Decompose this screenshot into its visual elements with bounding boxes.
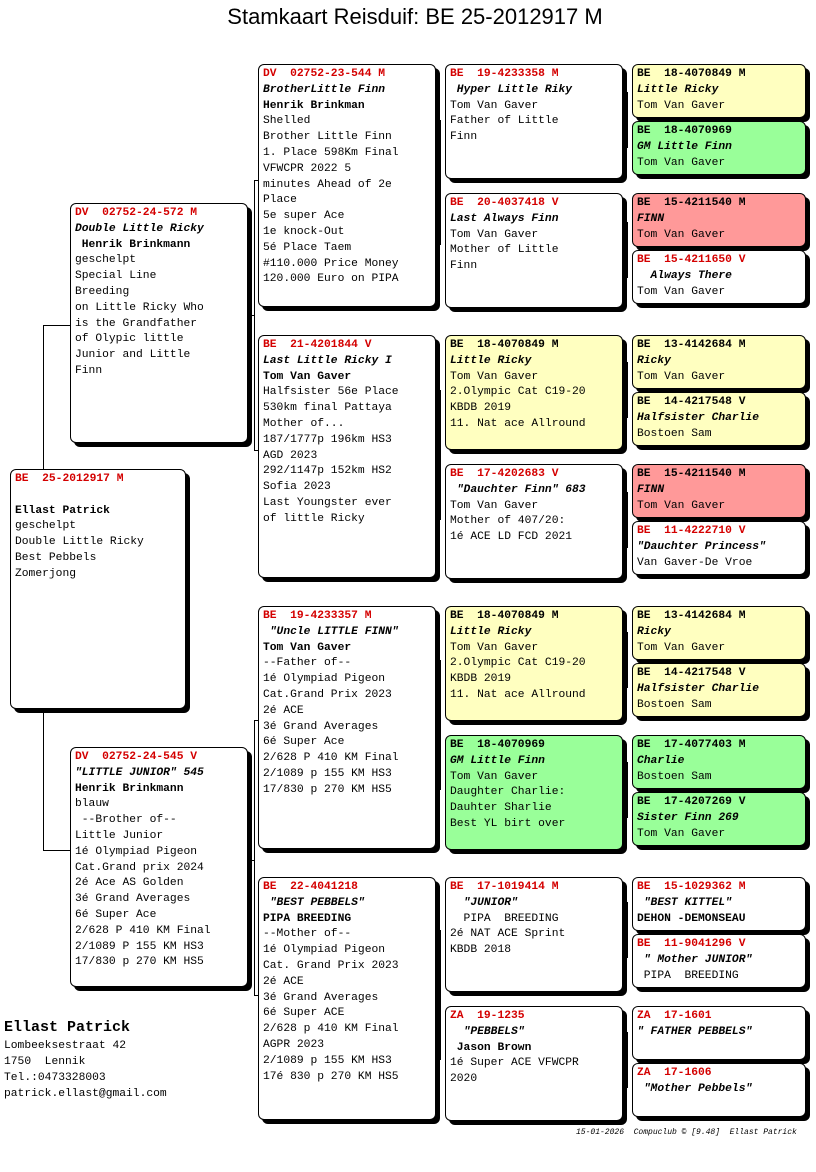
connector-line <box>627 1032 628 1088</box>
pigeon-card-g9[interactable] <box>632 606 806 660</box>
card-note: 2/1089 p 155 KM HS3 <box>263 1054 392 1067</box>
connector-line <box>627 492 628 548</box>
pigeon-card-g12[interactable] <box>632 792 806 846</box>
pigeon-card-g6[interactable] <box>632 392 806 446</box>
pigeon-card-sss[interactable] <box>445 64 623 179</box>
card-note: 1é Super ACE VFWCPR <box>450 1057 579 1070</box>
card-note: geschelpt <box>75 254 137 267</box>
connector-line <box>43 850 71 851</box>
owner-name: Tom Van Gaver <box>637 499 726 512</box>
card-note: Cat. Grand Prix 2023 <box>263 959 399 972</box>
card-note: Mother of... <box>263 417 345 430</box>
card-note: Mother of Little <box>450 244 559 257</box>
card-note: Little Junior <box>75 829 164 842</box>
owner-name: PIPA BREEDING <box>637 969 739 982</box>
card-note: minutes Ahead of 2e <box>263 178 392 191</box>
pigeon-card-g3[interactable] <box>632 193 806 247</box>
card-note <box>15 488 181 504</box>
pigeon-card-g16[interactable] <box>632 1063 806 1117</box>
ring-number: BE 21-4201844 V <box>263 339 372 351</box>
ring-number: BE 11-4222710 V <box>637 525 746 537</box>
pigeon-card-g13[interactable] <box>632 877 806 931</box>
card-note: Place <box>263 194 297 207</box>
owner-name: Tom Van Gaver <box>637 228 726 241</box>
owner-address: Lombeeksestraat 42 <box>4 1040 127 1052</box>
pigeon-card-sire[interactable] <box>70 203 248 443</box>
pigeon-card-g10[interactable] <box>632 663 806 717</box>
card-note: Last Youngster ever <box>263 496 392 509</box>
owner-name: Jason Brown <box>450 1041 532 1054</box>
ring-number: ZA 17-1606 <box>637 1067 712 1079</box>
card-note: Double Little Ricky <box>15 536 144 549</box>
owner-name: PIPA BREEDING <box>263 912 352 925</box>
connector-line <box>440 120 441 245</box>
card-note: 1e knock-Out <box>263 225 345 238</box>
pigeon-card-ds[interactable] <box>258 606 436 849</box>
pigeon-name: Charlie <box>637 754 685 767</box>
card-note: KBDB 2019 <box>450 673 512 686</box>
card-note: Best Pebbels <box>15 551 97 564</box>
card-note: Cat.Grand prix 2024 <box>75 861 204 874</box>
pigeon-card-g11[interactable] <box>632 735 806 789</box>
pigeon-name: Hyper Little Riky <box>450 83 573 96</box>
ring-number: BE 19-4233358 M <box>450 68 559 80</box>
pigeon-name: Halfsister Charlie <box>637 411 760 424</box>
owner-name: Tom Van Gaver <box>637 370 726 383</box>
ring-number: DV 02752-24-572 M <box>75 207 198 219</box>
owner-name: Tom Van Gaver <box>637 827 726 840</box>
connector-line <box>254 180 255 450</box>
pigeon-name: " Mother JUNIOR" <box>637 953 753 966</box>
ring-number: ZA 19-1235 <box>450 1010 525 1022</box>
card-note: 120.000 Euro on PIPA <box>263 273 399 286</box>
card-note: 17é 830 p 270 KM HS5 <box>263 1070 399 1083</box>
card-note: 2/1089 p 155 KM HS3 <box>263 767 392 780</box>
owner-name: DEHON -DEMONSEAU <box>637 912 746 925</box>
connector-line <box>627 902 628 958</box>
pigeon-name: "Dauchter Princess" <box>637 540 766 553</box>
ring-number: BE 22-4041218 <box>263 881 358 893</box>
card-note: Finn <box>450 260 478 273</box>
card-note: 292/1147p 152km HS2 <box>263 465 392 478</box>
pigeon-name: "JUNIOR" <box>450 896 518 909</box>
ring-number: BE 15-4211540 M <box>637 468 746 480</box>
pigeon-name: "Mother Pebbels" <box>637 1082 753 1095</box>
pigeon-name: GM Little Finn <box>450 754 545 767</box>
card-note: 187/1777p 196km HS3 <box>263 433 392 446</box>
card-note: --Father of-- <box>263 657 352 670</box>
owner-name: Tom Van Gaver <box>637 641 726 654</box>
pigeon-card-main[interactable] <box>10 469 186 709</box>
connector-line <box>440 390 441 520</box>
card-note: #110.000 Price Money <box>263 257 399 270</box>
owner-name: Tom Van Gaver <box>637 285 726 298</box>
card-note: Zomerjong <box>15 567 77 580</box>
pigeon-name: Ricky <box>637 625 671 638</box>
ring-number: BE 18-4070969 <box>450 739 545 751</box>
card-note: 2é Ace AS Golden <box>75 877 184 890</box>
ring-number: DV 02752-24-545 V <box>75 751 198 763</box>
pigeon-card-sds[interactable] <box>445 335 623 450</box>
card-note: Shelled <box>263 115 311 128</box>
pigeon-card-g2[interactable] <box>632 121 806 175</box>
card-note: geschelpt <box>15 520 77 533</box>
pigeon-name: Little Ricky <box>450 354 532 367</box>
pigeon-name: Last Always Finn <box>450 212 559 225</box>
pigeon-card-g7[interactable] <box>632 464 806 518</box>
ring-number: BE 14-4217548 V <box>637 396 746 408</box>
ring-number: BE 17-4077403 M <box>637 739 746 751</box>
pigeon-card-g15[interactable] <box>632 1006 806 1060</box>
owner-name: PIPA BREEDING <box>450 912 559 925</box>
card-note: 5e super Ace <box>263 210 345 223</box>
card-note: AGPR 2023 <box>263 1038 325 1051</box>
card-note: 2é ACE <box>263 704 304 717</box>
card-note: Dauhter Sharlie <box>450 802 552 815</box>
pigeon-name: Little Ricky <box>450 625 532 638</box>
pigeon-name: "BEST PEBBELS" <box>263 896 365 909</box>
owner-name: Henrik Brinkmann <box>75 238 191 251</box>
owner-name: Tom Van Gaver <box>637 156 726 169</box>
card-note: Best YL birt over <box>450 817 566 830</box>
owner-name: Tom Van Gaver <box>450 770 539 783</box>
ring-number: DV 02752-23-544 M <box>263 68 386 80</box>
owner-name: Tom Van Gaver <box>450 370 539 383</box>
card-note: of little Ricky <box>263 512 365 525</box>
card-note: is the Grandfather <box>75 317 198 330</box>
pigeon-name: "Uncle LITTLE FINN" <box>263 625 399 638</box>
pigeon-card-dss[interactable] <box>445 606 623 721</box>
owner-name: Bostoen Sam <box>637 427 712 440</box>
ring-number: BE 17-1019414 M <box>450 881 559 893</box>
pigeon-name: " FATHER PEBBELS" <box>637 1025 753 1038</box>
card-note: Father of Little <box>450 115 559 128</box>
pigeon-name: GM Little Finn <box>637 140 732 153</box>
card-note: 6é Super ACE <box>263 1007 345 1020</box>
card-note: 530km final Pattaya <box>263 402 392 415</box>
ring-number: BE 25-2012917 M <box>15 473 124 485</box>
ring-number: BE 20-4037418 V <box>450 197 559 209</box>
card-note: VFWCPR 2022 5 <box>263 162 352 175</box>
card-note: 2.Olympic Cat C19-20 <box>450 386 586 399</box>
pigeon-name: Little Ricky <box>637 83 719 96</box>
owner-name: Bostoen Sam <box>637 698 712 711</box>
card-note: 6é Super Ace <box>75 908 157 921</box>
card-note: 17/830 p 270 KM HS5 <box>75 956 204 969</box>
pigeon-card-ddd[interactable] <box>445 1006 623 1121</box>
owner-name: Bostoen Sam <box>637 770 712 783</box>
ring-number: BE 13-4142684 M <box>637 339 746 351</box>
card-note: AGD 2023 <box>263 449 318 462</box>
pigeon-name: FINN <box>637 212 665 225</box>
connector-line <box>440 930 441 1060</box>
card-note: 2020 <box>450 1073 478 1086</box>
card-note: --Mother of-- <box>263 928 352 941</box>
pigeon-name: BrotherLittle Finn <box>263 83 386 96</box>
pigeon-card-dd[interactable] <box>258 877 436 1120</box>
pigeon-card-sd[interactable] <box>258 335 436 578</box>
card-note: 2/628 P 410 KM Final <box>75 924 211 937</box>
card-note: 5é Place Taem <box>263 241 352 254</box>
connector-line <box>627 92 628 148</box>
card-note: 2.Olympic Cat C19-20 <box>450 657 586 670</box>
card-note: Sofia 2023 <box>263 481 331 494</box>
ring-number: BE 11-9041296 V <box>637 938 746 950</box>
ring-number: BE 17-4202683 V <box>450 468 559 480</box>
card-note: 3é Grand Averages <box>75 893 191 906</box>
pigeon-name: "Dauchter Finn" 683 <box>450 483 586 496</box>
ring-number: BE 18-4070849 M <box>637 68 746 80</box>
pigeon-card-g14[interactable] <box>632 934 806 988</box>
owner-contact-block <box>4 1018 167 1102</box>
card-note: Halfsister 56e Place <box>263 386 399 399</box>
card-note: 11. Nat ace Allround <box>450 688 586 701</box>
owner-name: Van Gaver-De Vroe <box>637 556 753 569</box>
pigeon-name: Always There <box>637 269 732 282</box>
card-note: Cat.Grand Prix 2023 <box>263 688 392 701</box>
ring-number: BE 18-4070969 <box>637 125 732 137</box>
pigeon-card-dds[interactable] <box>445 877 623 992</box>
pigeon-card-g5[interactable] <box>632 335 806 389</box>
card-note: Daughter Charlie: <box>450 786 566 799</box>
card-note: on Little Ricky Who <box>75 301 204 314</box>
pigeon-card-g8[interactable] <box>632 521 806 575</box>
owner-name: Henrik Brinkmann <box>75 782 184 795</box>
ring-number: BE 13-4142684 M <box>637 610 746 622</box>
card-note: 1é Olympiad Pigeon <box>263 944 386 957</box>
ring-number: BE 17-4207269 V <box>637 796 746 808</box>
pigeon-name: Last Little Ricky I <box>263 354 392 367</box>
connector-line <box>627 632 628 688</box>
connector-line <box>627 222 628 278</box>
owner-name: Henrik Brinkman <box>263 99 365 112</box>
card-note: 1é Olympiad Pigeon <box>263 673 386 686</box>
card-note: 2é NAT ACE Sprint <box>450 928 566 941</box>
ring-number: BE 18-4070849 M <box>450 610 559 622</box>
pigeon-name: Ricky <box>637 354 671 367</box>
connector-line <box>440 660 441 790</box>
card-note: Finn <box>450 131 478 144</box>
owner-name: Tom Van Gaver <box>263 370 352 383</box>
footer-credit: 15-01-2026 Compuclub © [9.48] Ellast Patrick <box>576 1128 797 1137</box>
pigeon-card-dsd[interactable] <box>445 735 623 850</box>
ring-number: ZA 17-1601 <box>637 1010 712 1022</box>
pigeon-card-ssd[interactable] <box>445 193 623 308</box>
ring-number: BE 15-4211540 M <box>637 197 746 209</box>
ring-number: BE 18-4070849 M <box>450 339 559 351</box>
pigeon-name: "PEBBELS" <box>450 1025 525 1038</box>
pigeon-card-sdd[interactable] <box>445 464 623 579</box>
page-title: Stamkaart Reisduif: BE 25-2012917 M <box>227 4 603 29</box>
owner-name: Tom Van Gaver <box>450 99 539 112</box>
pigeon-name: "BEST KITTEL" <box>637 896 732 909</box>
owner-phone: Tel.:0473328003 <box>4 1072 106 1084</box>
ring-number: BE 15-4211650 V <box>637 254 746 266</box>
pigeon-card-g1[interactable] <box>632 64 806 118</box>
owner-name: Ellast Patrick <box>15 504 110 517</box>
card-note: 1é ACE LD FCD 2021 <box>450 531 573 544</box>
owner-contact-name: Ellast Patrick <box>4 1019 131 1036</box>
card-note: Brother Little Finn <box>263 131 392 144</box>
pigeon-name: FINN <box>637 483 665 496</box>
card-note: 1. Place 598Km Final <box>263 146 399 159</box>
card-note: 2/1089 P 155 KM HS3 <box>75 940 204 953</box>
owner-name: Tom Van Gaver <box>263 641 352 654</box>
connector-line <box>254 720 255 995</box>
pigeon-card-ss[interactable] <box>258 64 436 307</box>
card-note: 2/628 P 410 KM Final <box>263 752 399 765</box>
card-note: 2/628 p 410 KM Final <box>263 1023 399 1036</box>
pigeon-name: Double Little Ricky <box>75 222 204 235</box>
pigeon-card-g4[interactable] <box>632 250 806 304</box>
card-note: of Olypic little <box>75 333 184 346</box>
connector-line <box>627 362 628 418</box>
pigeon-name: Sister Finn 269 <box>637 811 739 824</box>
card-note: 1é Olympiad Pigeon <box>75 845 198 858</box>
card-note: --Brother of-- <box>75 814 177 827</box>
owner-name: Tom Van Gaver <box>637 99 726 112</box>
card-note: 17/830 p 270 KM HS5 <box>263 783 392 796</box>
pigeon-name: Halfsister Charlie <box>637 682 760 695</box>
ring-number: BE 14-4217548 V <box>637 667 746 679</box>
card-note: Mother of 407/20: <box>450 515 566 528</box>
pigeon-name: "LITTLE JUNIOR" 545 <box>75 766 204 779</box>
owner-email[interactable]: patrick.ellast@gmail.com <box>4 1088 167 1100</box>
card-note: 3é Grand Averages <box>263 720 379 733</box>
card-note: Breeding <box>75 285 130 298</box>
ring-number: BE 15-1029362 M <box>637 881 746 893</box>
card-note: 3é Grand Averages <box>263 991 379 1004</box>
card-note: 11. Nat ace Allround <box>450 417 586 430</box>
card-note: 2é ACE <box>263 975 304 988</box>
card-note: KBDB 2019 <box>450 402 512 415</box>
connector-line <box>627 762 628 818</box>
connector-line <box>43 325 71 326</box>
ring-number: BE 19-4233357 M <box>263 610 372 622</box>
card-note: Finn <box>75 364 103 377</box>
owner-name: Tom Van Gaver <box>450 228 539 241</box>
card-note: Junior and Little <box>75 349 191 362</box>
card-note: Special Line <box>75 270 157 283</box>
card-note: KBDB 2018 <box>450 944 512 957</box>
owner-name: Tom Van Gaver <box>450 499 539 512</box>
pigeon-card-dam[interactable] <box>70 747 248 987</box>
card-note: blauw <box>75 798 109 811</box>
card-note: 6é Super Ace <box>263 736 345 749</box>
owner-name: Tom Van Gaver <box>450 641 539 654</box>
owner-city: 1750 Lennik <box>4 1056 86 1068</box>
